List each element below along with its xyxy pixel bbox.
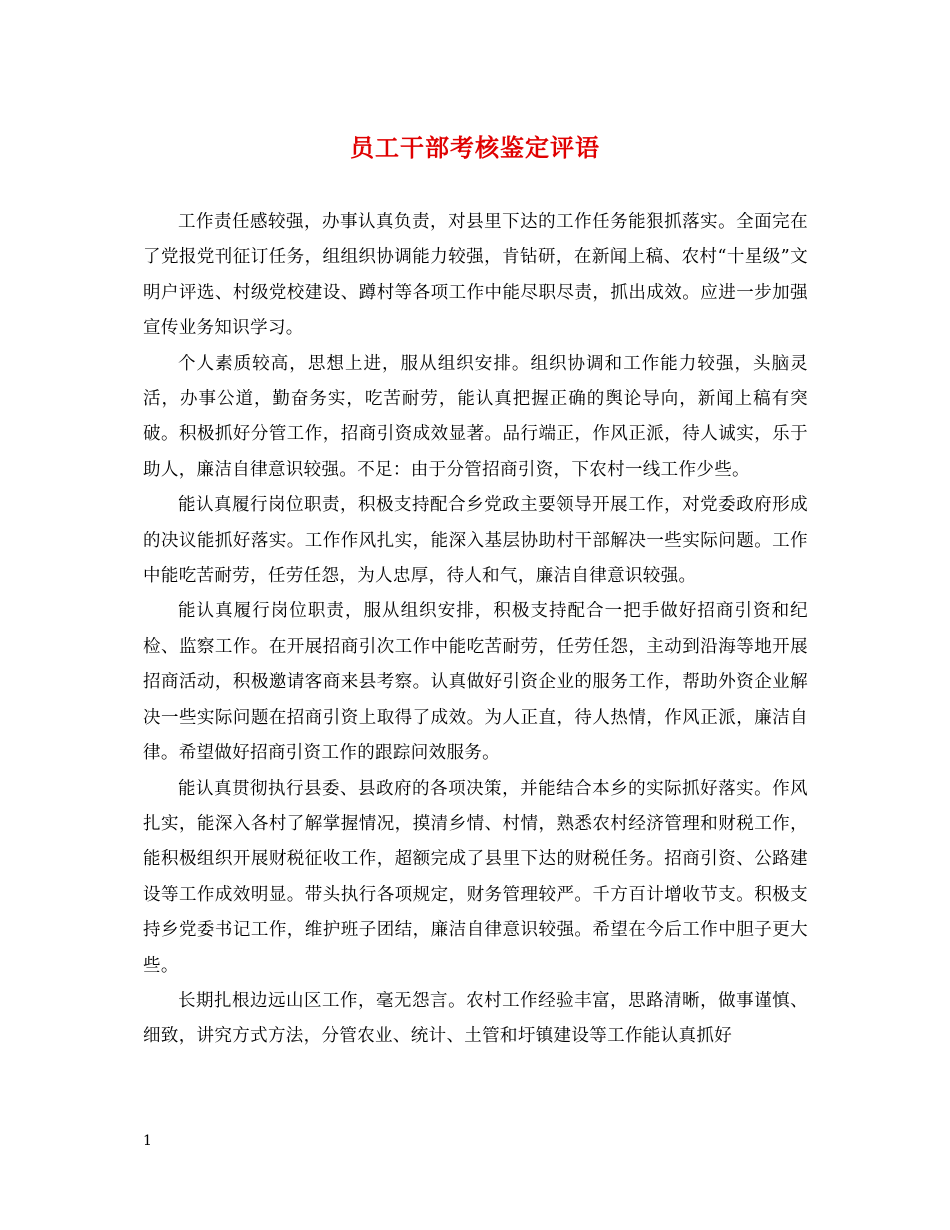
- page-number: 1: [143, 1133, 152, 1149]
- paragraph-4: 能认真履行岗位职责，服从组织安排，积极支持配合一把手做好招商引资和纪检、监察工作。在开展招商引次工作中能吃苦耐劳，任劳任怨，主动到沿海等地开展招商活动，积极邀请客商来县考察。认真做好引资企业的服务工作，帮助外资企业解决一些实际问题在招商引资上取得了成效。为人正直，待人热情，作风正派，廉洁自律。希望做好招商引资工作的跟踪问效服务。: [143, 601, 808, 764]
- document-title: 员工干部考核鉴定评语: [350, 133, 600, 162]
- paragraph-2: 个人素质较高，思想上进，服从组织安排。组织协调和工作能力较强，头脑灵活，办事公道，勤奋务实，吃苦耐劳，能认真把握正确的舆论导向，新闻上稿有突破。积极抓好分管工作，招商引资成效显著。品行端正，作风正派，待人诚实，乐于助人，廉洁自律意识较强。不足：由于分管招商引资，下农村一线工作少些。: [143, 353, 808, 480]
- paragraph-5: 能认真贯彻执行县委、县政府的各项决策，并能结合本乡的实际抓好落实。作风扎实，能深入各村了解掌握情况，摸清乡情、村情，熟悉农村经济管理和财税工作，能积极组织开展财税征收工作，超额完成了县里下达的财税任务。招商引资、公路建设等工作成效明显。带头执行各项规定，财务管理较严。千方百计增收节支。积极支持乡党委书记工作，维护班子团结，廉洁自律意识较强。希望在今后工作中胆子更大些。: [143, 778, 808, 976]
- paragraph-6: 长期扎根边远山区工作，毫无怨言。农村工作经验丰富，思路清晰，做事谨慎、细致，讲究方式方法，分管农业、统计、土管和圩镇建设等工作能认真抓好: [143, 990, 808, 1047]
- paragraph-1: 工作责任感较强，办事认真负责，对县里下达的工作任务能狠抓落实。全面完在了党报党刊征订任务，组组织协调能力较强，肯钻研，在新闻上稿、农村“十星级”文明户评选、村级党校建设、蹲村等各项工作中能尽职尽责，抓出成效。应进一步加强宣传业务知识学习。: [143, 212, 808, 339]
- paragraph-3: 能认真履行岗位职责，积极支持配合乡党政主要领导开展工作，对党委政府形成的决议能抓好落实。工作作风扎实，能深入基层协助村干部解决一些实际问题。工作中能吃苦耐劳，任劳任怨，为人忠厚，待人和气，廉洁自律意识较强。: [143, 495, 808, 587]
- document-body: [143, 205, 808, 1055]
